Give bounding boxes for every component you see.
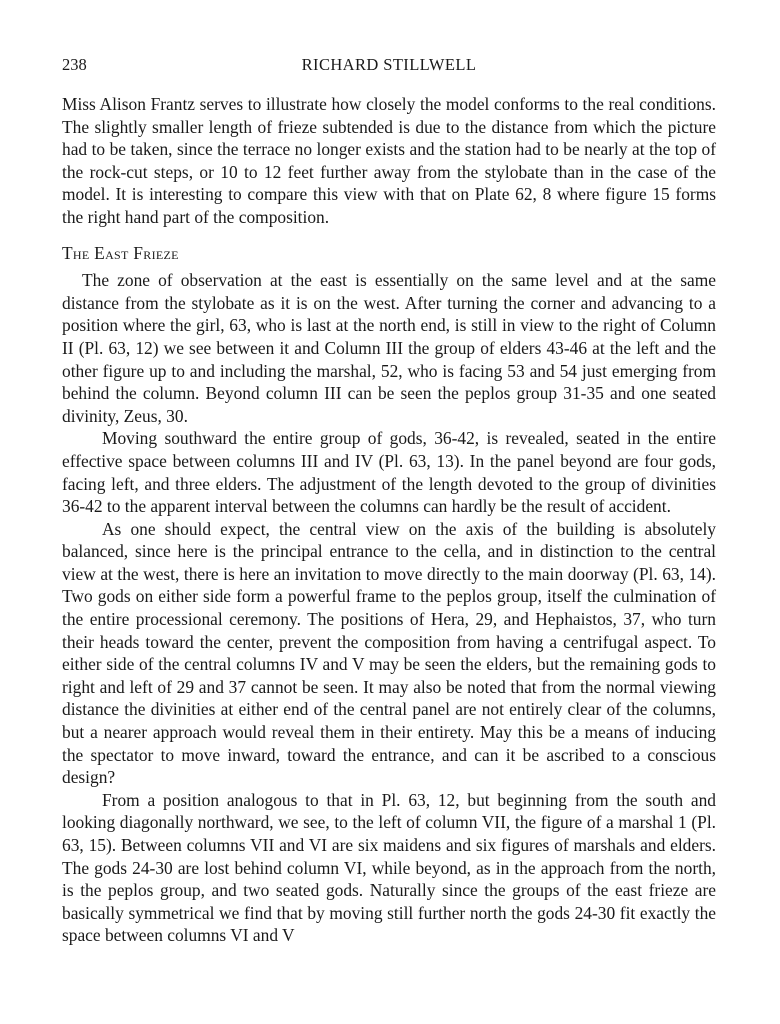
running-head bbox=[62, 55, 716, 83]
paragraph-1: Miss Alison Frantz serves to illustrate how closely the model conforms to the real conditions. The slightly smaller length of frieze subtended is due to the distance from which the picture had to be taken, since the terrace no longer exists and the station had to be nearly at the top of the rock-cut steps, or 10 to 12 feet further away from the stylobate than in the case of the model. It is interesting to compare this view with that on Plate 62, 8 where figure 15 forms the right hand part of the composition. bbox=[62, 94, 716, 227]
body-text bbox=[62, 93, 716, 947]
section-heading: The East Frieze bbox=[62, 242, 179, 263]
paragraph-4: As one should expect, the central view on the axis of the building is absolutely balanced, since here is the principal entrance to the cella, and in distinction to the central view at the west, there is here an invitation to move directly to the main doorway (Pl. 63, 14). Two gods on either side form a powerful frame to the peplos group, itself the culmination of the entire processional ceremony. The positions of Hera, 29, and Hephaistos, 37, who turn their heads toward the center, prevent the composition from having a centrifugal aspect. To either side of the central columns IV and V may be seen the elders, but the remaining gods to right and left of 29 and 37 cannot be seen. It may also be noted that from the normal viewing distance the divinities at either end of the central panel are not entirely clear of the columns, but a nearer approach would reveal them in their entirety. May this be a means of inducing the spectator to move inward, toward the entrance, and can it be ascribed to a conscious design? bbox=[62, 518, 716, 788]
document-page bbox=[62, 55, 716, 947]
paragraph-2: The zone of observation at the east is essentially on the same level and at the same distance from the stylobate as it is on the west. After turning the corner and advancing to a position where the girl, 63, who is last at the north end, is still in view to the right of Column II (Pl. 63, 12) we see between it and Column III the group of elders 43-46 at the left and the other figure up to and including the marshal, 52, who is facing 53 and 54 just emerging from behind the column. Beyond column III can be seen the peplos group 31-35 and one seated divinity, Zeus, 30. bbox=[62, 270, 716, 426]
running-title: RICHARD STILLWELL bbox=[301, 55, 477, 74]
paragraph-3: Moving southward the entire group of gods, 36-42, is revealed, seated in the entire effective space between columns III and IV (Pl. 63, 13). In the panel beyond are four gods, facing left, and three elders. The adjustment of the length devoted to the group of divinities 36-42 to the apparent interval between the columns can hardly be the result of accident. bbox=[62, 428, 716, 517]
paragraph-5: From a position analogous to that in Pl. 63, 12, but beginning from the south and looking diagonally northward, we see, to the left of column VII, the figure of a marshal 1 (Pl. 63, 15). Between columns VII and VI are six maidens and six figures of marshals and elders. The gods 24-30 are lost behind column VI, while beyond, as in the approach from the north, is the peplos group, and two seated gods. Naturally since the groups of the east frieze are basically symmetrical we find that by moving still further north the gods 24-30 fit exactly the space between columns VI and V bbox=[62, 789, 716, 946]
page-number: 238 bbox=[62, 55, 87, 74]
